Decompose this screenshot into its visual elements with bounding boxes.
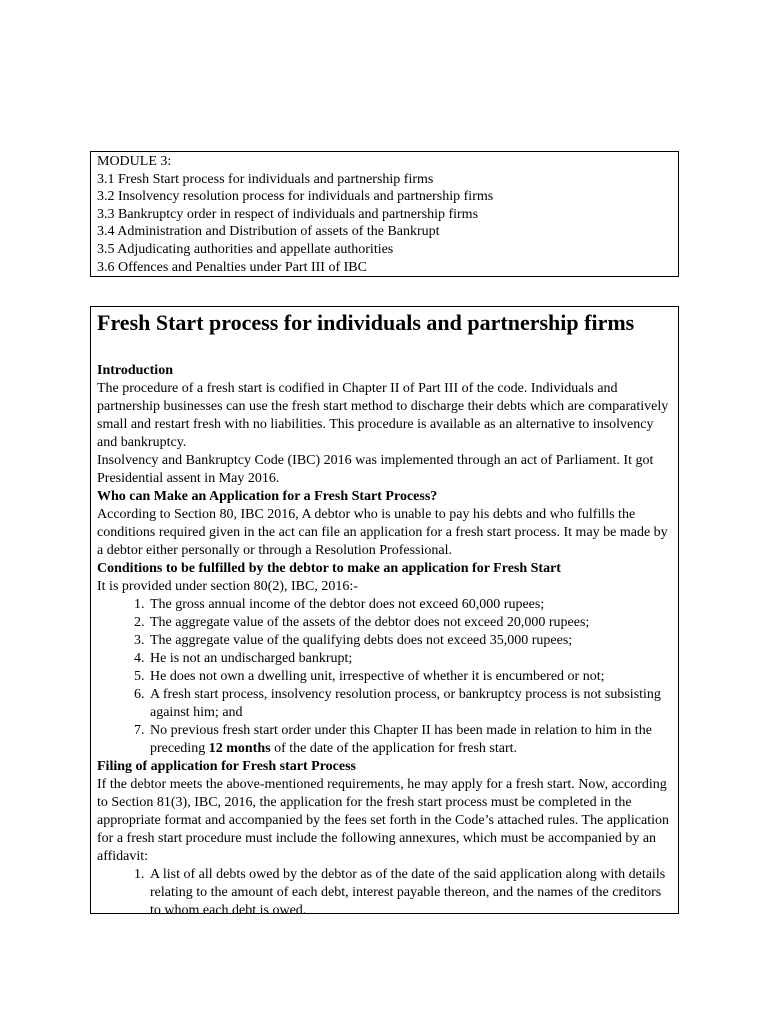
- list-item: 6. A fresh start process, insolvency resolution process, or bankruptcy process is not subsisting against him; and: [148, 686, 672, 722]
- module-item: 3.4 Administration and Distribution of assets of the Bankrupt: [97, 224, 440, 240]
- module-box: [90, 151, 679, 277]
- conditions-heading: Conditions to be fulfilled by the debtor to make an application for Fresh Start: [97, 561, 561, 576]
- module-item: 3.2 Insolvency resolution process for individuals and partnership firms: [97, 189, 494, 205]
- intro-paragraph: Insolvency and Bankruptcy Code (IBC) 2016 was implemented through an act of Parliament. It got Presidential assent in May 2016.: [97, 453, 654, 486]
- section-title: Fresh Start process for individuals and partnership firms: [97, 310, 635, 335]
- condition7-text: No previous fresh start order under this Chapter II has been made in relation to him in the preceding: [150, 723, 652, 756]
- who-paragraph: According to Section 80, IBC 2016, A debtor who is unable to pay his debts and who fulfills the conditions required given in the act can file an application for a fresh start process. It may be made by a debtor either personally or through a Resolution Professional.: [97, 507, 668, 558]
- module-item: 3.5 Adjudicating authorities and appellate authorities: [97, 241, 394, 257]
- who-heading: Who can Make an Application for a Fresh Start Process?: [97, 489, 438, 504]
- list-item: 1. A list of all debts owed by the debtor as of the date of the said application along with details relating to the amount of each debt, interest payable thereon, and the names of the creditors to whom each debt is owed.: [148, 866, 672, 920]
- condition7-text: of the date of the application for fresh start.: [270, 741, 518, 756]
- list-item: 3. The aggregate value of the qualifying debts does not exceed 35,000 rupees;: [148, 632, 672, 650]
- list-item: 2. The aggregate value of the assets of the debtor does not exceed 20,000 rupees;: [148, 614, 672, 632]
- annexures-list: [97, 866, 672, 920]
- intro-heading: Introduction: [97, 363, 173, 378]
- conditions-intro: It is provided under section 80(2), IBC, 2016:-: [97, 579, 358, 594]
- filing-heading: Filing of application for Fresh start Process: [97, 759, 356, 774]
- list-item: 1. The gross annual income of the debtor does not exceed 60,000 rupees;: [148, 596, 672, 614]
- intro-paragraph: The procedure of a fresh start is codified in Chapter II of Part III of the code. Individuals and partnership businesses can use the fresh start method to discharge their debts which are comparatively small and restart fresh with no liabilities. This procedure is available as an alternative to insolvency and bankruptcy.: [97, 381, 669, 450]
- list-item: [148, 722, 672, 758]
- list-item: 5. He does not own a dwelling unit, irrespective of whether it is encumbered or not;: [148, 668, 672, 686]
- content-box: [90, 306, 679, 918]
- conditions-list: [97, 596, 672, 758]
- module-item: 3.6 Offences and Penalties under Part III of IBC: [97, 259, 367, 275]
- module-item: 3.1 Fresh Start process for individuals and partnership firms: [97, 171, 434, 187]
- list-item: 4. He is not an undischarged bankrupt;: [148, 650, 672, 668]
- filing-paragraph: If the debtor meets the above-mentioned requirements, he may apply for a fresh start. Now, according to Section 81(3), IBC, 2016, the application for the fresh start process must be completed in the appropriate format and accompanied by the fees set forth in the Code’s attached rules. The application for a fresh start procedure must include the following annexures, which must be accompanied by an affidavit:: [97, 777, 669, 864]
- condition7-bold: 12 months: [208, 741, 271, 756]
- module-item: 3.3 Bankruptcy order in respect of individuals and partnership firms: [97, 206, 479, 222]
- module-heading: MODULE 3:: [97, 154, 172, 169]
